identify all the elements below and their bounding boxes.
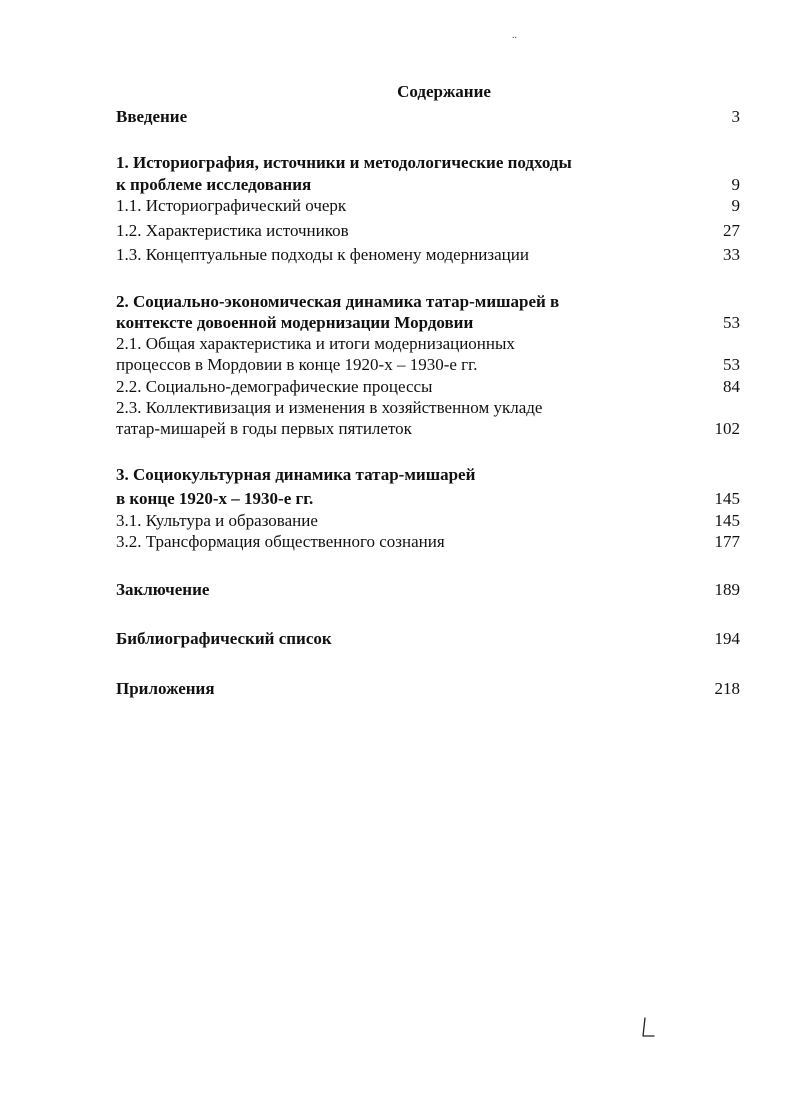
toc-page-section-1-3: 33 [723,245,740,264]
toc-section-1-1: 1.1. Историографический очерк [116,196,347,215]
toc-chapter-2-line-2: контексте довоенной модернизации Мордовии [116,313,474,332]
toc-page-section-2-1: 53 [723,355,740,374]
handwritten-mark-icon [640,1016,656,1040]
toc-chapter-1-line-1: 1. Историография, источники и методологические подходы [116,153,572,172]
toc-chapter-3-line-2: в конце 1920-х – 1930-е гг. [116,489,314,508]
toc-section-2-1-line-2: процессов в Мордовии в конце 1920-х – 1930-е гг. [116,355,478,374]
scan-mark: .. [512,30,517,41]
toc-section-2-3-line-1: 2.3. Коллективизация и изменения в хозяйственном укладе [116,398,543,417]
toc-entry-appendix: Приложения [116,679,215,698]
toc-section-2-2: 2.2. Социально-демографические процессы [116,377,433,396]
toc-page-bibliography: 194 [714,629,740,648]
toc-page-section-1-1: 9 [731,196,740,215]
toc-page-section-2-2: 84 [723,377,740,396]
toc-section-1-3: 1.3. Концептуальные подходы к феномену модернизации [116,245,529,264]
toc-page-section-3-2: 177 [714,532,740,551]
toc-chapter-1-line-2: к проблеме исследования [116,175,312,194]
toc-section-2-3-line-2: татар-мишарей в годы первых пятилеток [116,419,412,438]
toc-section-2-1-line-1: 2.1. Общая характеристика и итоги модернизационных [116,334,515,353]
toc-page-chapter-1: 9 [731,175,740,194]
toc-page-chapter-3: 145 [714,489,740,508]
toc-entry-bibliography: Библиографический список [116,629,332,648]
toc-section-3-2: 3.2. Трансформация общественного сознания [116,532,445,551]
toc-page-chapter-2: 53 [723,313,740,332]
toc-section-3-1: 3.1. Культура и образование [116,511,318,530]
toc-page-section-3-1: 145 [714,511,740,530]
toc-page-appendix: 218 [714,679,740,698]
toc-chapter-3-line-1: 3. Социокультурная динамика татар-мишарей [116,465,476,484]
toc-chapter-2-line-1: 2. Социально-экономическая динамика татар-мишарей в [116,292,560,311]
toc-page-section-2-3: 102 [714,419,740,438]
toc-section-1-2: 1.2. Характеристика источников [116,221,349,240]
toc-entry-intro: Введение [116,107,188,126]
toc-page-section-1-2: 27 [723,221,740,240]
toc-page-conclusion: 189 [714,580,740,599]
toc-entry-conclusion: Заключение [116,580,210,599]
toc-page-intro: 3 [731,107,740,126]
page-title: Содержание [397,82,491,101]
